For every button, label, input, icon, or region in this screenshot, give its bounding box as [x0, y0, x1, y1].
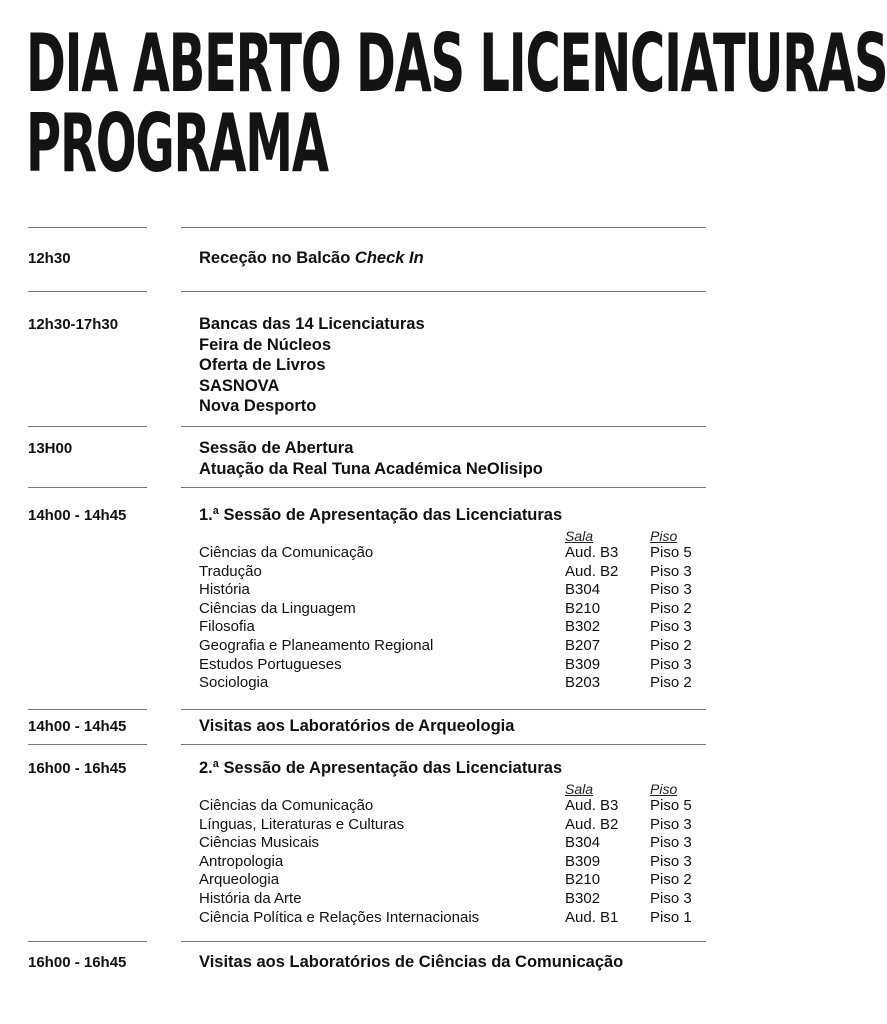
- course-name: Ciências da Comunicação: [199, 797, 374, 814]
- floor: Piso 3: [650, 562, 692, 580]
- table-row: [199, 871, 709, 890]
- table-row: [199, 563, 709, 582]
- room: B210: [565, 871, 601, 889]
- room: B203: [565, 674, 601, 692]
- room: B207: [565, 636, 601, 654]
- time-stands: 12h30-17h30: [28, 316, 119, 333]
- time-lab-visit-1: 14h00 - 14h45: [28, 718, 127, 735]
- floor: Piso 5: [650, 797, 692, 814]
- divider: [181, 487, 706, 488]
- time-session-1: 14h00 - 14h45: [28, 507, 127, 524]
- column-header-piso: Piso: [650, 781, 678, 797]
- divider: [181, 227, 706, 228]
- room: B304: [565, 581, 601, 599]
- table-row: [199, 834, 709, 853]
- table-row: [199, 816, 709, 835]
- floor: Piso 3: [650, 815, 692, 833]
- floor: Piso 1: [650, 908, 692, 926]
- list-item: Nova Desporto: [199, 397, 317, 416]
- course-name: Antropologia: [199, 852, 284, 870]
- course-name: Estudos Portugueses: [199, 655, 342, 673]
- table-row: [199, 853, 709, 872]
- course-name: Ciências da Linguagem: [199, 599, 356, 617]
- table-row: [199, 890, 709, 909]
- course-name: História: [199, 581, 250, 599]
- course-name: Línguas, Literaturas e Culturas: [199, 815, 405, 833]
- divider: [28, 941, 147, 942]
- divider: [28, 291, 147, 292]
- divider: [181, 709, 706, 710]
- floor: Piso 3: [650, 655, 692, 673]
- column-header-piso: Piso: [650, 528, 678, 544]
- title-line-1: DIA ABERTO DAS LICENCIATURAS: [26, 17, 887, 110]
- lab-visit-1-text: Visitas aos Laboratórios de Arqueologia: [199, 717, 515, 735]
- floor: Piso 3: [650, 834, 692, 852]
- time-reception: 12h30: [28, 250, 71, 267]
- course-name: Geografia e Planeamento Regional: [199, 636, 434, 654]
- session-2-table: [199, 797, 709, 927]
- room: Aud. B3: [565, 797, 619, 814]
- table-row: [199, 581, 709, 600]
- check-in-label: Check In: [354, 249, 424, 267]
- session-1-table: [199, 544, 709, 693]
- room: Aud. B3: [565, 544, 619, 561]
- time-opening: 13H00: [28, 440, 73, 457]
- room: Aud. B1: [565, 908, 619, 926]
- divider: [28, 744, 147, 745]
- list-item: Sessão de Abertura: [199, 439, 354, 457]
- reception-label: Receção no Balcão: [199, 249, 355, 267]
- room: B210: [565, 599, 601, 617]
- title-line-2: PROGRAMA: [26, 97, 328, 190]
- room: B302: [565, 618, 601, 636]
- divider: [181, 291, 706, 292]
- table-row: [199, 909, 709, 928]
- floor: Piso 5: [650, 544, 692, 561]
- session-1-title: 1.ª Sessão de Apresentação das Licenciaturas: [199, 506, 563, 524]
- floor: Piso 3: [650, 889, 692, 907]
- page-title: [26, 17, 887, 190]
- reception-text: [199, 248, 424, 269]
- table-row: [199, 656, 709, 675]
- stands-list: [199, 314, 425, 417]
- course-name: Ciências da Comunicação: [199, 544, 374, 561]
- list-item: Bancas das 14 Licenciaturas: [199, 315, 425, 333]
- floor: Piso 2: [650, 636, 692, 654]
- course-name: Tradução: [199, 562, 262, 580]
- course-name: Arqueologia: [199, 871, 280, 889]
- table-row: [199, 637, 709, 656]
- divider: [181, 941, 706, 942]
- list-item: Feira de Núcleos: [199, 335, 332, 354]
- room: Aud. B2: [565, 815, 619, 833]
- room: B302: [565, 889, 601, 907]
- floor: Piso 2: [650, 599, 692, 617]
- room: B304: [565, 834, 601, 852]
- list-item: SASNOVA: [199, 376, 280, 395]
- session-2-title: 2.ª Sessão de Apresentação das Licenciaturas: [199, 759, 563, 777]
- divider: [28, 709, 147, 710]
- divider: [181, 426, 706, 427]
- lab-visit-2-text: Visitas aos Laboratórios de Ciências da Comunicação: [199, 953, 624, 971]
- course-name: Ciências Musicais: [199, 834, 320, 852]
- course-name: Sociologia: [199, 674, 269, 692]
- divider: [28, 487, 147, 488]
- course-name: Filosofia: [199, 618, 255, 636]
- time-session-2: 16h00 - 16h45: [28, 760, 127, 777]
- course-name: História da Arte: [199, 889, 302, 907]
- table-row: [199, 797, 709, 816]
- table-row: [199, 618, 709, 637]
- divider: [181, 744, 706, 745]
- list-item: Oferta de Livros: [199, 356, 326, 375]
- room: B309: [565, 852, 601, 870]
- divider: [28, 227, 147, 228]
- table-row: [199, 674, 709, 693]
- divider: [28, 426, 147, 427]
- table-row: [199, 600, 709, 619]
- floor: Piso 3: [650, 581, 692, 599]
- floor: Piso 2: [650, 871, 692, 889]
- room: Aud. B2: [565, 562, 619, 580]
- floor: Piso 2: [650, 674, 692, 692]
- room: B309: [565, 655, 601, 673]
- table-row: [199, 544, 709, 563]
- column-header-sala: Sala: [565, 528, 594, 544]
- time-lab-visit-2: 16h00 - 16h45: [28, 954, 127, 971]
- floor: Piso 3: [650, 618, 692, 636]
- column-header-sala: Sala: [565, 781, 594, 797]
- course-name: Ciência Política e Relações Internacionais: [199, 908, 480, 926]
- list-item: Atuação da Real Tuna Académica NeOlisipo: [199, 459, 543, 478]
- floor: Piso 3: [650, 852, 692, 870]
- opening-list: [199, 438, 543, 479]
